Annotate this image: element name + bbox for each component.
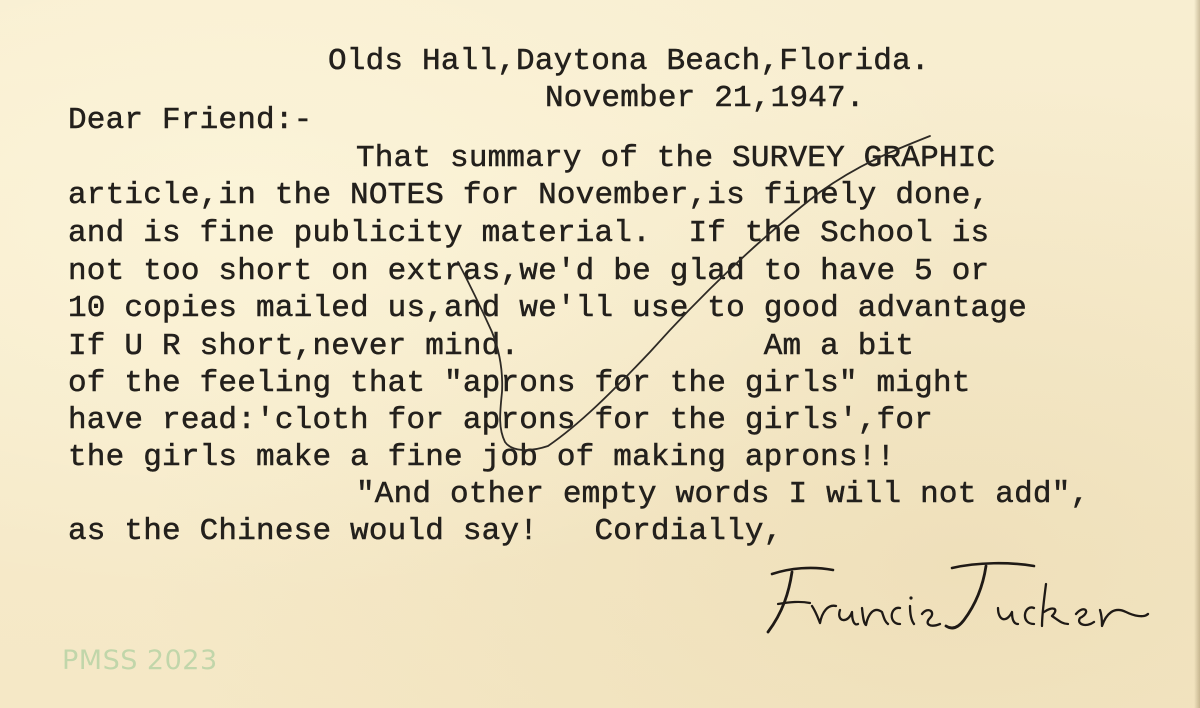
body-line: not too short on extras,we'd be glad to have 5 or bbox=[68, 254, 990, 289]
body-line: That summary of the SURVEY GRAPHIC bbox=[356, 141, 996, 176]
body-line: have read:'cloth for aprons for the girls',for bbox=[68, 403, 933, 438]
watermark: PMSS 2023 bbox=[62, 645, 218, 676]
body-line: article,in the NOTES for November,is finely done, bbox=[68, 178, 990, 213]
body-line: 10 copies mailed us,and we'll use to good advantage bbox=[68, 291, 1027, 326]
body-line: If U R short,never mind. Am a bit bbox=[68, 329, 915, 364]
body-line: and is fine publicity material. If the School is bbox=[68, 216, 990, 251]
card-edge-shadow bbox=[1194, 0, 1200, 708]
heading-date: November 21,1947. bbox=[545, 81, 865, 116]
body-line: as the Chinese would say! Cordially, bbox=[68, 514, 783, 549]
body-line: of the feeling that "aprons for the girls" might bbox=[68, 366, 971, 401]
body-line: the girls make a fine job of making aprons!! bbox=[68, 440, 896, 475]
heading-address: Olds Hall,Daytona Beach,Florida. bbox=[328, 44, 930, 79]
body-line: "And other empty words I will not add", bbox=[356, 477, 1090, 512]
salutation: Dear Friend:- bbox=[68, 103, 313, 138]
